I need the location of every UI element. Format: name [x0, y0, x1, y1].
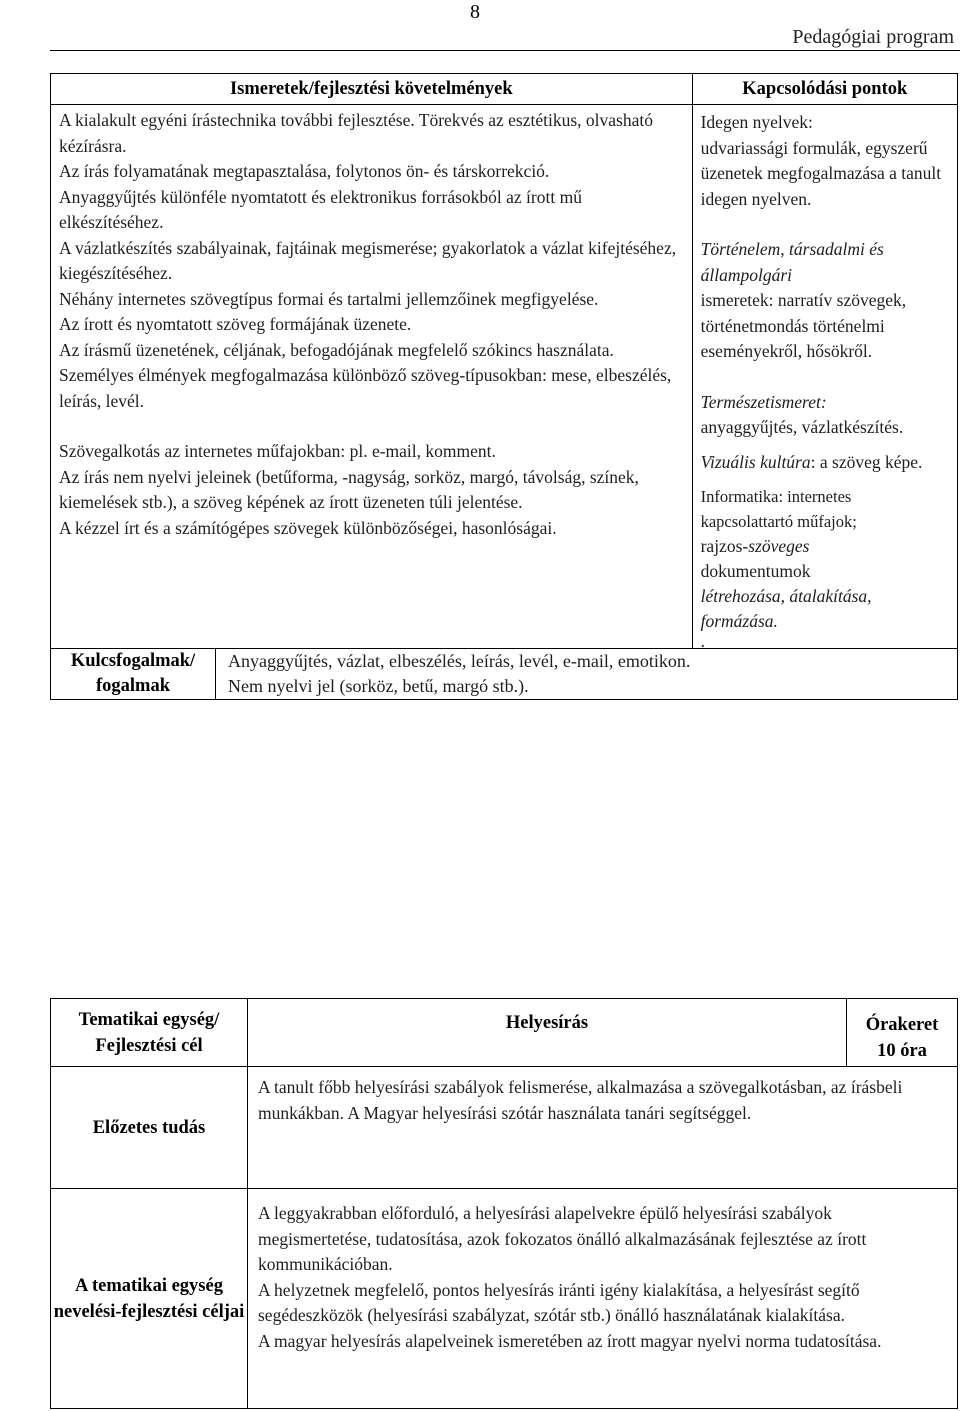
col-header-connections: Kapcsolódási pontok: [692, 74, 957, 105]
development-goals-text: [248, 1189, 958, 1409]
key-concepts-text: Anyaggyűjtés, vázlat, elbeszélés, leírás, levél, e-mail, emotikon. Nem nyelvi jel (sorköz, betű, margó stb.).: [228, 651, 691, 696]
requirement-line: A kézzel írt és a számítógépes szövegek különbözőségei, hasonlóságai.: [59, 517, 557, 538]
key-concepts-row: [51, 649, 958, 700]
connection-informatics: Informatika: internetes kapcsolattartó műfajok; rajzos-szöveges dokumentumok létrehozása, átalakítása, formázása. .: [700, 487, 872, 651]
document-title: Pedagógiai program: [792, 26, 954, 48]
requirement-line: A kialakult egyéni írástechnika további fejlesztése. Törekvés az esztétikus, olvasható kézírásra.: [59, 110, 653, 156]
key-concepts-label: Kulcsfogalmak/ fogalmak: [51, 649, 216, 699]
requirement-line: Az írásmű üzenetének, céljának, befogadójának megfelelő szókincs használata.: [59, 339, 614, 360]
requirement-line: Az írás nem nyelvi jeleinek (betűforma, -nagyság, sorköz, margó, távolság, színek, kiemelések stb.), a szöveg képének az írott üzeneten túli jelentése.: [59, 466, 639, 512]
prior-knowledge-label: Előzetes tudás: [51, 1067, 248, 1189]
thematic-unit-title: Helyesírás: [248, 999, 847, 1067]
goal-line: A leggyakrabban előforduló, a helyesírási alapelvekre épülő helyesírási szabályok megismertetése, tudatosítása, azok fokozatos önálló alkalmazásának fejlesztése az írott kommunikációban.: [258, 1203, 867, 1274]
requirements-table: [50, 73, 958, 700]
requirement-line: A vázlatkészítés szabályainak, fajtáinak megismerése; gyakorlatok a vázlat kifejtéséhez, kiegészítéséhez.: [59, 237, 677, 283]
requirement-line: Az írás folyamatának megtapasztalása, folytonos ön- és társkorrekció.: [59, 161, 550, 181]
development-goals-label: A tematikai egység nevelési-fejlesztési céljai: [51, 1189, 248, 1409]
goal-line: A magyar helyesírás alapelveinek ismeretében az írott magyar nyelvi norma tudatosítása.: [258, 1330, 882, 1351]
connection-science: Természetismeret: anyaggyűjtés, vázlatkészítés.: [700, 391, 904, 437]
header-rule: [50, 50, 960, 51]
requirement-line: Személyes élmények megfogalmazása különböző szöveg-típusokban: mese, elbeszélés, leírás, levél.: [59, 365, 672, 411]
requirement-line: Az írott és nyomtatott szöveg formájának üzenete.: [59, 314, 412, 334]
requirement-line: Anyaggyűjtés különféle nyomtatott és elektronikus forrásokból az írott mű elkészítéséhez.: [59, 186, 582, 232]
page-number: 8: [470, 1, 480, 23]
col-header-requirements: Ismeretek/fejlesztési követelmények: [51, 74, 693, 105]
thematic-unit-table: [50, 998, 958, 1409]
prior-knowledge-text: A tanult főbb helyesírási szabályok felismerése, alkalmazása a szövegalkotásban, az írásbeli munkákban. A Magyar helyesírási szótár használata tanári segítséggel.: [248, 1067, 958, 1189]
connection-history: Történelem, társadalmi és állampolgári ismeretek: narratív szövegek, történetmondás történelmi eseményekről, hősökről.: [700, 239, 907, 361]
connections-cell: [692, 105, 957, 649]
requirement-line: Szövegalkotás az internetes műfajokban: pl. e-mail, komment.: [59, 441, 496, 461]
hours-cell: Órakeret 10 óra: [847, 999, 958, 1067]
goal-line: A helyzetnek megfelelő, pontos helyesírás iránti igény kialakítása, a helyesírást segítő segédeszközök (helyesírási szabályzat, szótár stb.) önálló használatának kialakítása.: [258, 1279, 860, 1325]
connection-foreign-languages: Idegen nyelvek: udvariassági formulák, egyszerű üzenetek megfogalmazása a tanult idegen nyelven.: [700, 112, 942, 209]
connection-visual-culture: Vizuális kultúra: a szöveg képe.: [700, 451, 923, 472]
requirement-line: Néhány internetes szövegtípus formai és tartalmi jellemzőinek megfigyelése.: [59, 288, 599, 309]
thematic-unit-label: Tematikai egység/ Fejlesztési cél: [51, 999, 248, 1067]
requirements-cell: [51, 105, 693, 649]
